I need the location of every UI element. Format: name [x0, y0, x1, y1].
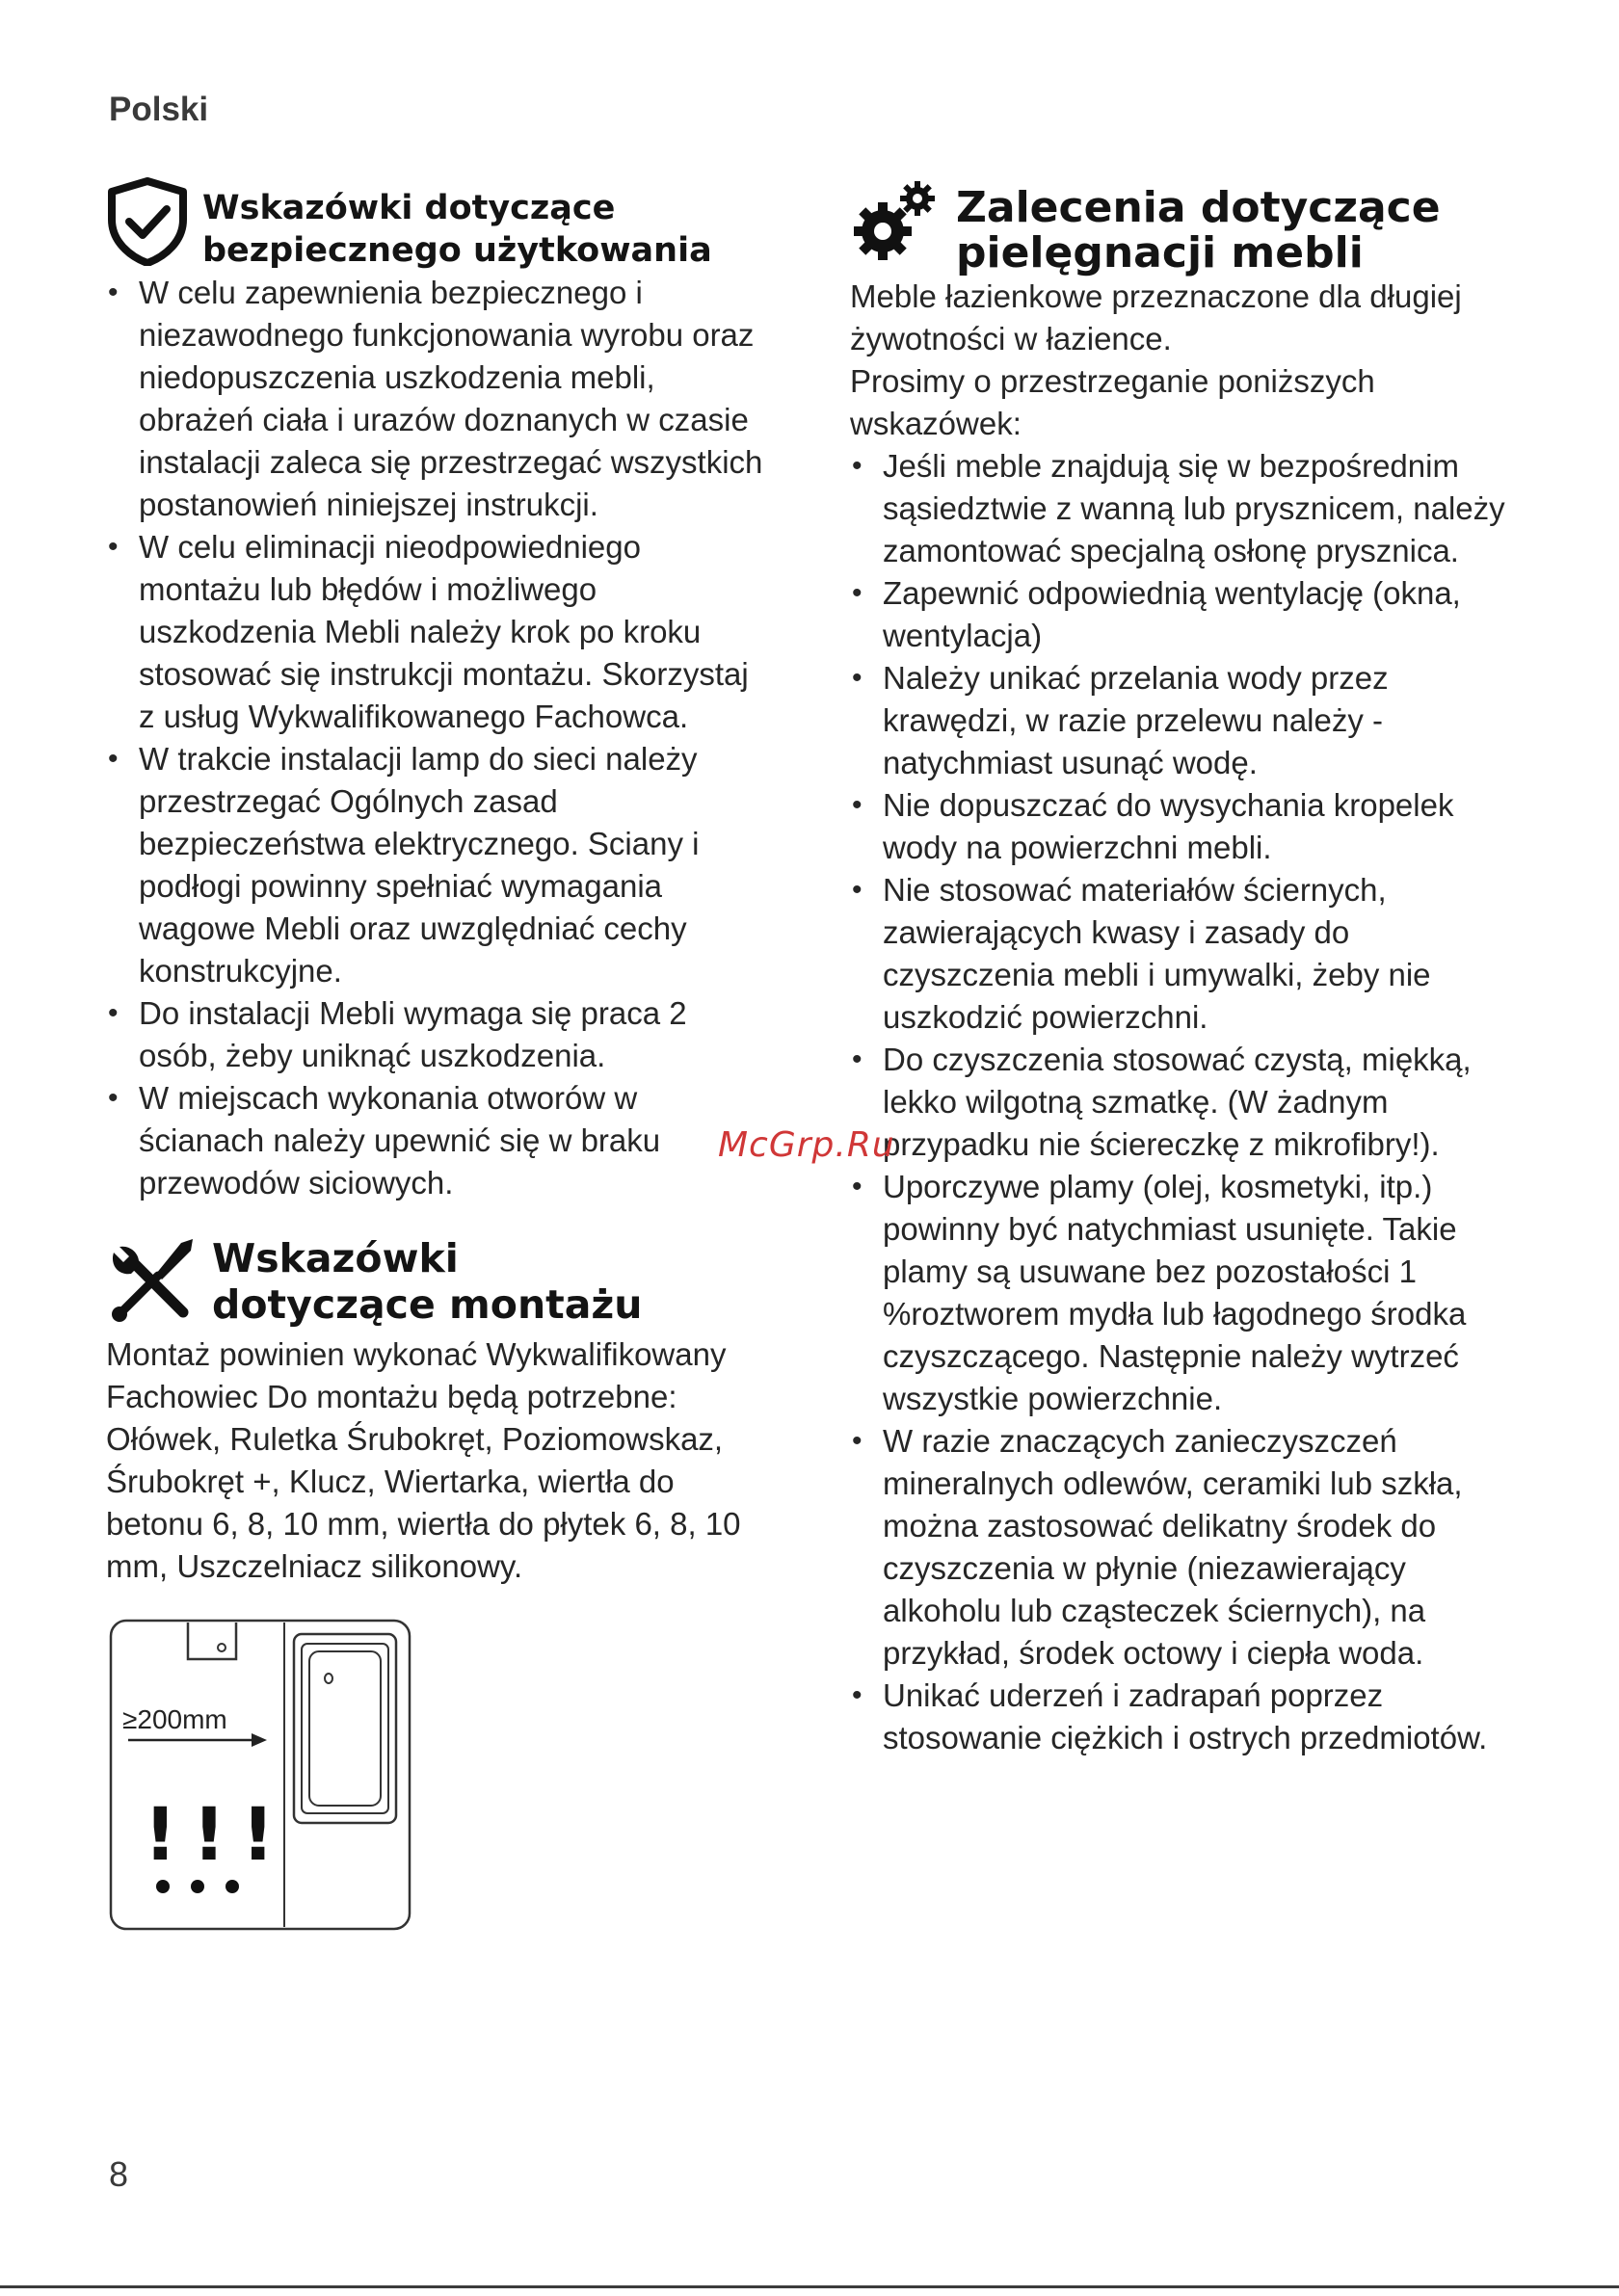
- care-header: [850, 177, 1515, 276]
- list-item: • Unikać uderzeń i zadrapań poprzez stosowanie ciężkich i ostrych przedmiotów.: [850, 1675, 1515, 1759]
- safety-title: [202, 187, 712, 272]
- safety-title-line2: bezpiecznego użytkowania: [202, 231, 712, 270]
- list-item: • Do instalacji Mebli wymaga się praca 2 osób, żeby uniknąć uszkodzenia.: [106, 992, 771, 1077]
- list-item: • Uporczywe plamy (olej, kosmetyki, itp.) powinny być natychmiast usunięte. Takie plamy są usuwane bez pozostałości 1 %roztworem mydła lub łagodnego środka czyszczącego. Następnie należy wytrzeć wszystkie powierzchnie.: [850, 1166, 1515, 1420]
- list-item: • W miejscach wykonania otworów w ścianach należy upewnić się w braku przewodów siciowych.: [106, 1077, 771, 1204]
- assembly-header: [106, 1235, 771, 1328]
- bathtub-icon: [294, 1634, 396, 1823]
- safety-section: [106, 177, 771, 1204]
- wrench-screwdriver-icon: [106, 1235, 199, 1328]
- list-item: • W celu eliminacji nieodpowiedniego montażu lub błędów i możliwego uszkodzenia Mebli należy krok po kroku stosować się instrukcji montażu. Skorzystaj z usług Wykwalifikowanego Fachowca.: [106, 526, 771, 738]
- right-column: [850, 177, 1515, 1759]
- list-item: • Należy unikać przelania wody przez krawędzi, w razie przelewu należy - natychmiast usunąć wodę.: [850, 657, 1515, 784]
- care-section: [850, 177, 1515, 1759]
- list-item: • Do czyszczenia stosować czystą, miękką, lekko wilgotną szmatkę. (W żadnym przypadku nie ściereczkę z mikrofibry!).: [850, 1039, 1515, 1166]
- care-intro-2: Prosimy o przestrzeganie poniższych wskazówek:: [850, 363, 1375, 441]
- list-item: • Nie dopuszczać do wysychania kropelek wody na powierzchni mebli.: [850, 784, 1515, 869]
- page-language-header: Polski: [109, 91, 209, 128]
- list-item: • Jeśli meble znajdują się w bezpośrednim sąsiedztwie z wanną lub prysznicem, należy zamontować specjalną osłonę prysznica.: [850, 445, 1515, 572]
- left-column: [106, 177, 771, 1947]
- shield-check-icon: [106, 177, 189, 266]
- watermark: McGrp.Ru: [718, 1125, 895, 1165]
- list-item: • W trakcie instalacji lamp do sieci należy przestrzegać Ogólnych zasad bezpieczeństwa elektrycznego. Sciany i podłogi powinny spełniać wymagania wagowe Mebli oraz uwzględniać cechy konstrukcyjne.: [106, 738, 771, 992]
- safety-header: [106, 177, 771, 272]
- care-title: [956, 185, 1441, 276]
- care-title-line2: pielęgnacji mebli: [956, 228, 1364, 277]
- care-list: [850, 445, 1515, 1759]
- care-title-line1: Zalecenia dotyczące: [956, 183, 1441, 232]
- warning-label: !!!: [144, 1791, 290, 1877]
- assembly-title: [212, 1235, 642, 1328]
- assembly-title-line1: Wskazówki: [212, 1235, 459, 1281]
- list-item: • Zapewnić odpowiednią wentylację (okna, wentylacja): [850, 572, 1515, 657]
- safety-list: [106, 272, 771, 1204]
- safety-title-line1: Wskazówki dotyczące: [202, 189, 616, 227]
- cabinet-outline: [188, 1623, 236, 1659]
- assembly-title-line2: dotyczące montażu: [212, 1281, 643, 1328]
- warning-marks: [144, 1791, 290, 1893]
- assembly-section: [106, 1235, 771, 1947]
- list-item: • W celu zapewnienia bezpiecznego i niezawodnego funkcjonowania wyrobu oraz niedopuszczenia uszkodzenia mebli, obrażeń ciała i urazów doznanych w czasie instalacji zaleca się przestrzegać wszystkich postanowień niniejszej instrukcji.: [106, 272, 771, 526]
- care-intro-1: Meble łazienkowe przeznaczone dla długiej żywotności w łazience.: [850, 278, 1462, 356]
- assembly-text: Montaż powinien wykonać Wykwalifikowany Fachowiec Do montażu będą potrzebne: Ołówek, Ruletka Śrubokręt, Poziomowskaz, Śrubokręt +, Klucz, Wiertarka, wiertła do betonu 6, 8, 10 mm, wiertła do płytek 6, 8, 10 mm, Uszczelniacz silikonowy.: [106, 1336, 741, 1584]
- gears-icon: [850, 177, 941, 270]
- clearance-label: ≥200mm: [122, 1704, 227, 1734]
- bath-clearance-diagram: [109, 1619, 413, 1937]
- bottom-divider: [0, 2285, 1619, 2288]
- page-number: 8: [109, 2154, 129, 2194]
- list-item: • W razie znaczących zanieczyszczeń mineralnych odlewów, ceramiki lub szkła, można zastosować delikatny środek do czyszczenia w płynie (niezawierający alkoholu lub cząsteczek ściernych), na przykład, środek octowy i ciepła woda.: [850, 1420, 1515, 1675]
- list-item: • Nie stosować materiałów ściernych, zawierających kwasy i zasady do czyszczenia mebli i umywalki, żeby nie uszkodzić powierzchni.: [850, 869, 1515, 1039]
